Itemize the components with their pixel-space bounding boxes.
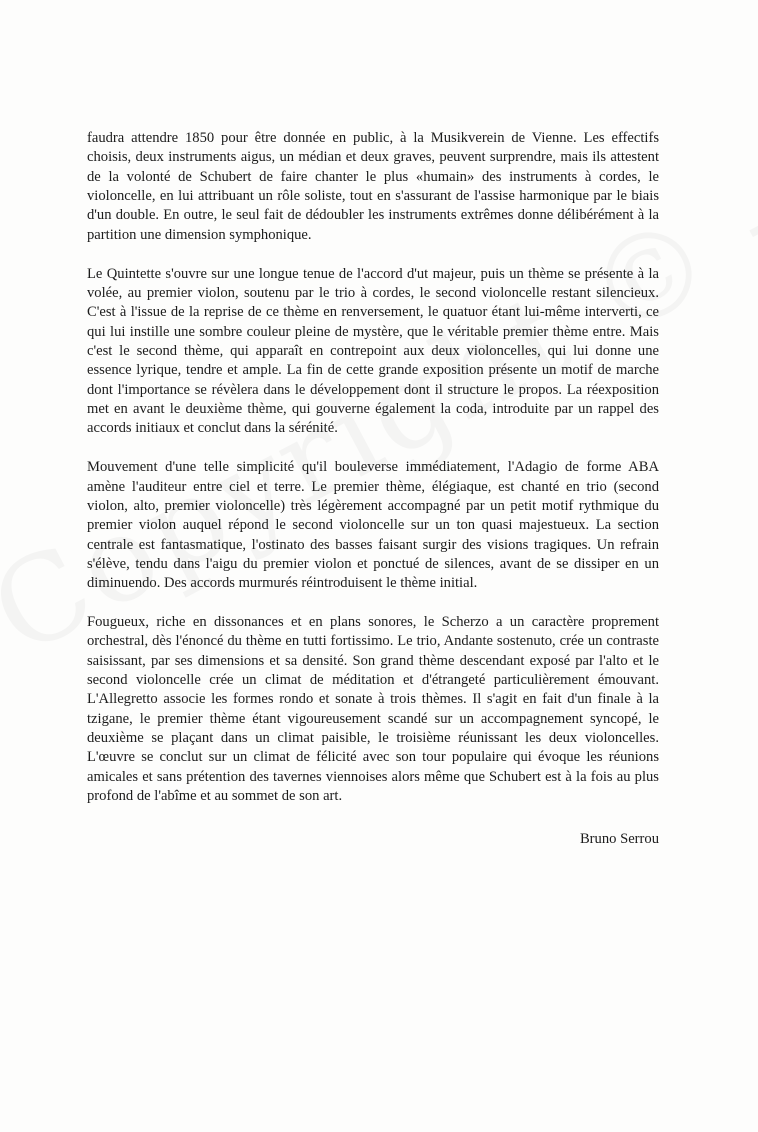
paragraph-2: Le Quintette s'ouvre sur une longue tenue de l'accord d'ut majeur, puis un thème se présente à la volée, au premier violon, soutenu par le trio à cordes, le second violoncelle restant silencieux. C'est à l'issue de la reprise de ce thème en renversement, le quatuor étant lui-même interverti, ce qui lui instille une sombre couleur pleine de mystère, que le véritable premier thème entre. Mais c'est le second thème, qui apparaît en contrepoint aux deux violoncelles, qui lui donne une essence lyrique, tendre et ample. La fin de cette grande exposition présente un motif de marche dont l'importance se révèlera dans le développement dont il structure le propos. La réexposition met en avant le deuxième thème, qui gouverne également la coda, introduite par un rappel des accords initiaux et conclut dans la sérénité. — [87, 265, 659, 437]
body-text — [87, 129, 659, 849]
paragraph-4: Fougueux, riche en dissonances et en plans sonores, le Scherzo a un caractère proprement orchestral, dès l'énoncé du thème en tutti fortissimo. Le trio, Andante sostenuto, crée un contraste saisissant, par ses dimensions et sa densité. Son grand thème descendant exposé par l'alto et le second violoncelle crée un climat de méditation et d'étrangeté particulièrement émouvant. L'Allegretto associe les formes rondo et sonate à trois thèmes. Il s'agit en fait d'un finale à la tzigane, le premier thème étant vigoureusement scandé sur un accompagnement syncopé, le deuxième se plaçant dans un climat paisible, le troisième réunissant les deux violoncelles. L'œuvre se conclut sur un climat de félicité avec son tour populaire qui évoque les réunions amicales et sans prétention des tavernes viennoises alors même que Schubert est à la fois au plus profond de l'abîme et au sommet de son art. — [87, 614, 659, 805]
author-signature: Bruno Serrou — [579, 831, 659, 847]
paragraph-1: faudra attendre 1850 pour être donnée en public, à la Musikverein de Vienne. Les effectifs choisis, deux instruments aigus, un médian et deux graves, peuvent surprendre, mais ils attestent de la volonté de Schubert de faire chanter le plus «humain» des instruments à cordes, le violoncelle, en lui attribuant un rôle soliste, tout en s'assurant de l'assise harmonique par le biais d'un double. En outre, le seul fait de dédoubler les instruments extrêmes donne délibérément à la partition une dimension symphonique. — [87, 130, 659, 243]
paragraph-3: Mouvement d'une telle simplicité qu'il bouleverse immédiatement, l'Adagio de forme ABA amène l'auditeur entre ciel et terre. Le premier thème, élégiaque, est chanté en trio (second violon, alto, premier violoncelle) très légèrement accompagné par un petit motif rythmique du premier violon auquel répond le second violoncelle sur un ton quasi majestueux. La section centrale est fantasmatique, l'ostinato des basses faisant surgir des visions tragiques. Un refrain s'élève, tendu dans l'aigu du premier violon et ponctué de silences, avant de se dissiper en un diminuendo. Des accords murmurés réintroduisent le thème initial. — [87, 459, 659, 592]
